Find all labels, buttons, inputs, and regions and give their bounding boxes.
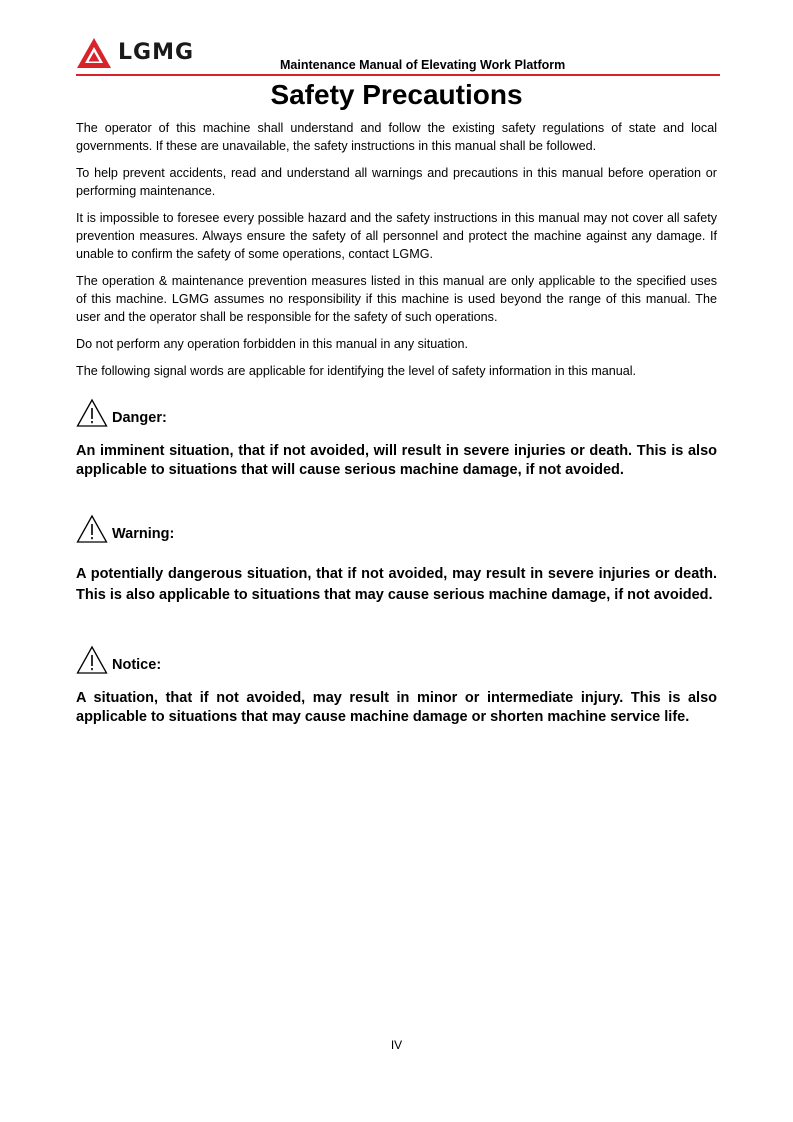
warning-label: Warning: [112, 526, 175, 542]
warning-heading [76, 512, 717, 544]
warning-description: A potentially dangerous situation, that if not avoided, may result in severe injuries or death. This is also applicable to situations that may cause serious machine damage, if not avoided. [76, 566, 717, 603]
paragraph: The operation & maintenance prevention measures listed in this manual are only applicable to the specified uses of this machine. LGMG assumes no responsibility if this machine is used beyond the range of this manual. The user and the operator shall be responsible for the safety of such operations. [76, 274, 717, 324]
logo-text: LGMG [118, 40, 195, 65]
brand-logo [76, 36, 194, 70]
warning-triangle-icon [76, 645, 108, 675]
danger-heading [76, 396, 717, 428]
page-title: Safety Precautions [270, 79, 523, 110]
notice-description: A situation, that if not avoided, may result in minor or intermediate injury. This is also applicable to situations that may cause machine damage or shorten machine service life. [76, 690, 717, 725]
intro-text [76, 119, 717, 389]
paragraph: The following signal words are applicable for identifying the level of safety information in this manual. [76, 364, 637, 378]
danger-label: Danger: [112, 410, 167, 426]
danger-description: An imminent situation, that if not avoided, will result in severe injuries or death. This is also applicable to situations that will cause serious machine damage, if not avoided. [76, 443, 717, 478]
page-number: IV [390, 1038, 403, 1052]
paragraph: The operator of this machine shall understand and follow the existing safety regulations of state and local governments. If these are unavailable, the safety instructions in this manual shall be followed. [76, 121, 717, 153]
notice-label: Notice: [112, 657, 162, 673]
header-divider [76, 74, 720, 76]
lgmg-logo-icon [76, 37, 112, 69]
notice-block [76, 643, 717, 726]
manual-title: Maintenance Manual of Elevating Work Platform [280, 58, 566, 72]
warning-triangle-icon [76, 514, 108, 544]
paragraph: Do not perform any operation forbidden in this manual in any situation. [76, 337, 469, 351]
warning-block [76, 512, 717, 606]
warning-triangle-icon [76, 398, 108, 428]
notice-heading [76, 643, 717, 675]
paragraph: It is impossible to foresee every possible hazard and the safety instructions in this manual may not cover all safety prevention measures. Always ensure the safety of all personnel and protect the machine against any damage. If unable to confirm the safety of some operations, contact LGMG. [76, 211, 717, 261]
danger-block [76, 396, 717, 479]
paragraph: To help prevent accidents, read and understand all warnings and precautions in this manual before operation or performing maintenance. [76, 166, 717, 198]
